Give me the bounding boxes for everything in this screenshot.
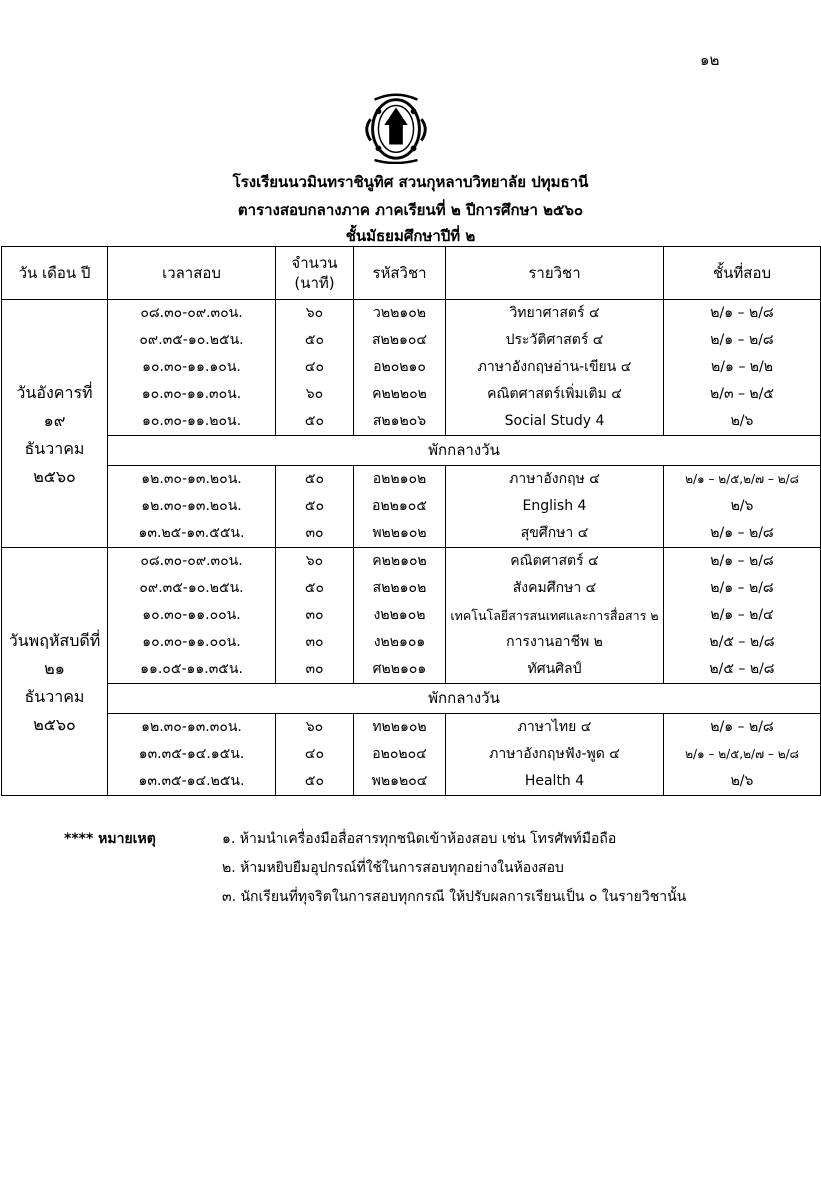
table-row	[2, 327, 821, 354]
table-row	[2, 520, 821, 548]
table-row	[2, 354, 821, 381]
duration-cell: ๕๐	[276, 327, 354, 354]
class-cell: ๒/๖	[664, 768, 821, 796]
class-cell: ๒/๕ – ๒/๘	[664, 656, 821, 684]
code-cell: ศ๒๒๑๐๑	[354, 656, 446, 684]
note-item: ๒. ห้ามหยิบยืมอุปกรณ์ที่ใช้ในการสอบทุกอย่างในห้องสอบ	[222, 860, 564, 876]
table-row	[2, 548, 821, 576]
school-name: โรงเรียนนวมินทราชินูทิศ สวนกุหลาบวิทยาลัย ปทุมธานี	[232, 173, 589, 191]
table-row	[2, 629, 821, 656]
code-cell: อ๒๐๒๑๐	[354, 354, 446, 381]
code-cell: อ๒๐๒๐๔	[354, 741, 446, 768]
year-label: ๒๕๖๐	[33, 714, 76, 734]
table-row	[2, 408, 821, 436]
duration-cell: ๕๐	[276, 408, 354, 436]
time-cell: ๑๒.๓๐-๑๓.๒๐น.	[108, 493, 276, 520]
code-cell: พ๒๑๒๐๔	[354, 768, 446, 796]
grade-level: ชั้นมัธยมศึกษาปีที่ ๒	[345, 227, 476, 245]
duration-cell: ๕๐	[276, 575, 354, 602]
note-item: ๓. นักเรียนที่ทุจริตในการสอบทุกกรณี ให้ปรับผลการเรียนเป็น ๐ ในรายวิชานั้น	[222, 889, 687, 905]
subject-cell: Social Study 4	[446, 408, 664, 436]
table-row	[2, 300, 821, 328]
subject-cell: การงานอาชีพ ๒	[446, 629, 664, 656]
duration-cell: ๓๐	[276, 602, 354, 629]
duration-cell: ๖๐	[276, 381, 354, 408]
time-cell: ๑๐.๓๐-๑๑.๒๐น.	[108, 408, 276, 436]
duration-cell: ๕๐	[276, 768, 354, 796]
class-cell: ๒/๓ – ๒/๕	[664, 381, 821, 408]
subject-cell: ทัศนศิลป์	[446, 656, 664, 684]
duration-cell: ๖๐	[276, 714, 354, 742]
lunch-break-label: พักกลางวัน	[108, 436, 821, 466]
class-cell: ๒/๑ – ๒/๔	[664, 602, 821, 629]
subject-cell: ภาษาไทย ๔	[446, 714, 664, 742]
code-cell: ง๒๒๑๐๑	[354, 629, 446, 656]
duration-cell: ๓๐	[276, 520, 354, 548]
class-cell: ๒/๑ – ๒/๕,๒/๗ – ๒/๘	[664, 741, 821, 768]
time-cell: ๐๙.๓๕-๑๐.๒๕น.	[108, 327, 276, 354]
class-cell: ๒/๖	[664, 493, 821, 520]
school-seal-icon	[357, 86, 435, 164]
lunch-break-row	[2, 684, 821, 714]
class-cell: ๒/๑ – ๒/๒	[664, 354, 821, 381]
subject-cell: ภาษาอังกฤษฟัง-พูด ๔	[446, 741, 664, 768]
class-cell: ๒/๑ – ๒/๘	[664, 327, 821, 354]
day-label: วันพฤหัสบดีที่	[8, 630, 101, 650]
day-label: วันอังคารที่	[16, 382, 93, 402]
time-cell: ๑๓.๓๕-๑๔.๑๕น.	[108, 741, 276, 768]
subject-cell: คณิตศาสตร์ ๔	[446, 548, 664, 576]
class-cell: ๒/๑ – ๒/๘	[664, 548, 821, 576]
duration-cell: ๓๐	[276, 629, 354, 656]
day-number: ๒๑	[44, 658, 65, 678]
subject-cell: เทคโนโลยีสารสนเทศและการสื่อสาร ๒	[446, 602, 664, 629]
duration-cell: ๖๐	[276, 300, 354, 328]
page-number: ๑๒	[700, 51, 720, 69]
time-cell: ๑๐.๓๐-๑๑.๐๐น.	[108, 629, 276, 656]
duration-cell: ๕๐	[276, 466, 354, 494]
time-cell: ๑๒.๓๐-๑๓.๒๐น.	[108, 466, 276, 494]
class-cell: ๒/๑ – ๒/๘	[664, 520, 821, 548]
exam-schedule-table	[1, 246, 821, 796]
code-cell: ส๒๒๑๐๔	[354, 327, 446, 354]
year-label: ๒๕๖๐	[33, 466, 76, 486]
time-cell: ๑๐.๓๐-๑๑.๑๐น.	[108, 354, 276, 381]
code-cell: ง๒๒๑๐๒	[354, 602, 446, 629]
table-row	[2, 466, 821, 494]
notes-list	[222, 828, 782, 915]
table-header-row	[2, 247, 821, 300]
class-cell: ๒/๖	[664, 408, 821, 436]
time-cell: ๐๘.๓๐-๐๙.๓๐น.	[108, 548, 276, 576]
time-cell: ๐๙.๓๕-๑๐.๒๕น.	[108, 575, 276, 602]
subject-cell: ภาษาอังกฤษ ๔	[446, 466, 664, 494]
subject-cell: วิทยาศาสตร์ ๔	[446, 300, 664, 328]
month-label: ธันวาคม	[24, 438, 85, 458]
document-title: ตารางสอบกลางภาค ภาคเรียนที่ ๒ ปีการศึกษา ๒๕๖๐	[237, 201, 584, 219]
subject-cell: สังคมศึกษา ๔	[446, 575, 664, 602]
column-header-time: เวลาสอบ	[108, 247, 276, 300]
column-header-class: ชั้นที่สอบ	[664, 247, 821, 300]
time-cell: ๑๒.๓๐-๑๓.๓๐น.	[108, 714, 276, 742]
code-cell: ค๒๒๑๐๒	[354, 548, 446, 576]
subject-cell: ประวัติศาสตร์ ๔	[446, 327, 664, 354]
table-row	[2, 602, 821, 629]
table-row	[2, 575, 821, 602]
time-cell: ๑๑.๐๕-๑๑.๓๕น.	[108, 656, 276, 684]
subject-cell: คณิตศาสตร์เพิ่มเติม ๔	[446, 381, 664, 408]
code-cell: พ๒๒๑๐๒	[354, 520, 446, 548]
time-cell: ๐๘.๓๐-๐๙.๓๐น.	[108, 300, 276, 328]
day-cell-1	[2, 300, 108, 548]
notes-label: **** หมายเหตุ	[64, 831, 156, 847]
time-cell: ๑๓.๓๕-๑๔.๒๕น.	[108, 768, 276, 796]
code-cell: ส๒๑๒๐๖	[354, 408, 446, 436]
class-cell: ๒/๑ – ๒/๘	[664, 575, 821, 602]
table-row	[2, 741, 821, 768]
column-header-duration	[276, 247, 354, 300]
class-cell: ๒/๑ – ๒/๕,๒/๗ – ๒/๘	[664, 466, 821, 494]
duration-cell: ๖๐	[276, 548, 354, 576]
time-cell: ๑๐.๓๐-๑๑.๐๐น.	[108, 602, 276, 629]
subject-cell: English 4	[446, 493, 664, 520]
subject-cell: สุขศึกษา ๔	[446, 520, 664, 548]
duration-cell: ๕๐	[276, 493, 354, 520]
table-row	[2, 493, 821, 520]
day-number: ๑๙	[43, 410, 66, 430]
column-header-code: รหัสวิชา	[354, 247, 446, 300]
subject-cell: Health 4	[446, 768, 664, 796]
code-cell: ส๒๒๑๐๒	[354, 575, 446, 602]
table-row	[2, 656, 821, 684]
column-header-date: วัน เดือน ปี	[2, 247, 108, 300]
table-row	[2, 768, 821, 796]
code-cell: ค๒๒๒๐๒	[354, 381, 446, 408]
time-cell: ๑๓.๒๕-๑๓.๕๕น.	[108, 520, 276, 548]
duration-cell: ๓๐	[276, 656, 354, 684]
class-cell: ๒/๑ – ๒/๘	[664, 300, 821, 328]
column-header-duration-line1: จำนวน	[291, 254, 338, 272]
note-item: ๑. ห้ามนำเครื่องมือสื่อสารทุกชนิดเข้าห้องสอบ เช่น โทรศัพท์มือถือ	[222, 831, 617, 847]
column-header-duration-line2: (นาที)	[294, 274, 335, 292]
code-cell: ท๒๒๑๐๒	[354, 714, 446, 742]
table-row	[2, 381, 821, 408]
column-header-subject: รายวิชา	[446, 247, 664, 300]
lunch-break-row	[2, 436, 821, 466]
month-label: ธันวาคม	[24, 686, 85, 706]
code-cell: ว๒๒๑๐๒	[354, 300, 446, 328]
duration-cell: ๔๐	[276, 354, 354, 381]
class-cell: ๒/๑ – ๒/๘	[664, 714, 821, 742]
lunch-break-label: พักกลางวัน	[108, 684, 821, 714]
table-row	[2, 714, 821, 742]
class-cell: ๒/๕ – ๒/๘	[664, 629, 821, 656]
code-cell: อ๒๒๑๐๒	[354, 466, 446, 494]
duration-cell: ๔๐	[276, 741, 354, 768]
day-cell-2	[2, 548, 108, 796]
code-cell: อ๒๒๑๐๕	[354, 493, 446, 520]
subject-cell: ภาษาอังกฤษอ่าน-เขียน ๔	[446, 354, 664, 381]
time-cell: ๑๐.๓๐-๑๑.๓๐น.	[108, 381, 276, 408]
